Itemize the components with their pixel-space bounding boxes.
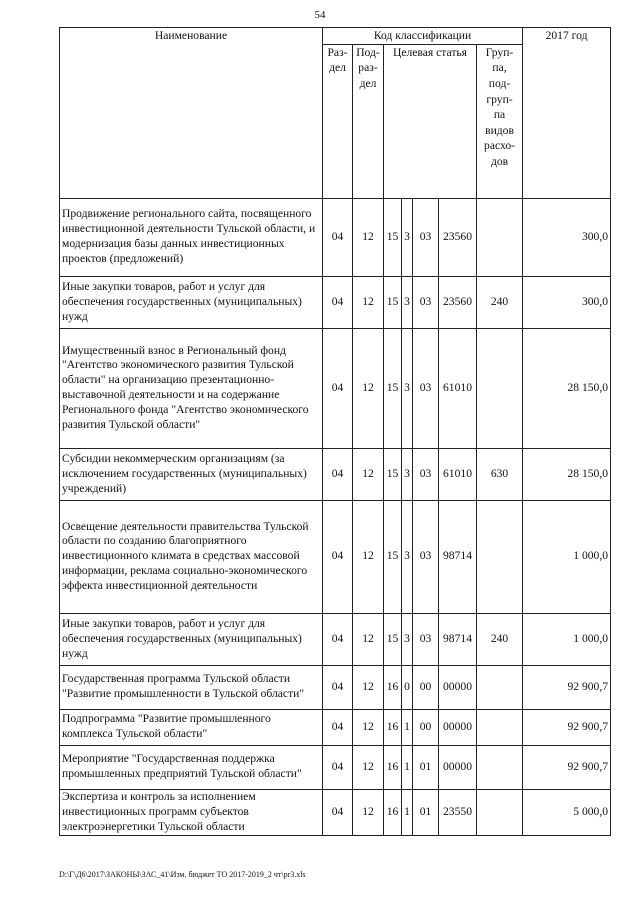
row-target-program: 15 [384,613,402,665]
row-amount-2017: 92 900,7 [523,745,611,789]
header-podrazdel: Под- раз- дел [353,44,384,198]
row-target-program: 15 [384,448,402,500]
row-name: Имущественный взнос в Региональный фонд "Агентство экономического развития Тульской области" на организацию презентационно-выставочной деятельности и на содержание Регионального фонда "Агентство экономического развития Тульской области" [60,328,323,448]
row-amount-2017: 1 000,0 [523,613,611,665]
row-amount-2017: 28 150,0 [523,328,611,448]
table-row [60,745,611,789]
row-expense-group: 240 [477,276,523,328]
row-target-subprogram: 3 [402,328,413,448]
table-body [60,198,611,835]
row-name: Продвижение регионального сайта, посвященного инвестиционной деятельности Тульской области, и модернизация базы данных инвестиционных проектов (предложений) [60,198,323,276]
row-expense-group [477,745,523,789]
row-target-subprogram: 0 [402,665,413,709]
row-target-subprogram: 3 [402,276,413,328]
row-target-subprogram: 1 [402,709,413,745]
table-row [60,789,611,835]
header-year: 2017 год [523,28,611,199]
row-target-program: 15 [384,276,402,328]
row-name: Иные закупки товаров, работ и услуг для обеспечения государственных (муниципальных) нужд [60,276,323,328]
table-row [60,198,611,276]
table-row [60,500,611,613]
table-row [60,328,611,448]
row-target-program: 15 [384,328,402,448]
row-name: Иные закупки товаров, работ и услуг для обеспечения государственных (муниципальных) нужд [60,613,323,665]
row-amount-2017: 1 000,0 [523,500,611,613]
row-expense-group [477,789,523,835]
row-target-direction: 23560 [439,198,477,276]
header-target-article: Целевая статья [384,44,477,198]
row-expense-group: 240 [477,613,523,665]
row-target-program: 15 [384,500,402,613]
row-target-event: 03 [413,328,439,448]
table-row [60,613,611,665]
row-razdel: 04 [323,328,353,448]
row-podrazdel: 12 [353,709,384,745]
row-expense-group: 630 [477,448,523,500]
header-row [60,28,611,45]
row-amount-2017: 28 150,0 [523,448,611,500]
row-podrazdel: 12 [353,448,384,500]
row-target-subprogram: 3 [402,500,413,613]
table-row [60,276,611,328]
row-target-event: 01 [413,745,439,789]
row-razdel: 04 [323,198,353,276]
row-expense-group [477,665,523,709]
row-target-direction: 00000 [439,665,477,709]
row-amount-2017: 300,0 [523,198,611,276]
row-name: Экспертиза и контроль за исполнением инвестиционных программ субъектов электроэнергетики Тульской области [60,789,323,835]
row-name: Освещение деятельности правительства Тульской области по созданию благоприятного инвестиционного климата в средствах массовой информации, реклама социально-экономического эффекта инвестиционной деятельности [60,500,323,613]
row-name: Подпрограмма "Развитие промышленного комплекса Тульской области" [60,709,323,745]
row-target-event: 03 [413,198,439,276]
row-target-subprogram: 3 [402,198,413,276]
row-target-direction: 61010 [439,328,477,448]
row-target-direction: 23560 [439,276,477,328]
row-target-program: 16 [384,709,402,745]
row-target-direction: 98714 [439,500,477,613]
row-name: Субсидии некоммерческим организациям (за исключением государственных (муниципальных) учреждений) [60,448,323,500]
row-amount-2017: 92 900,7 [523,665,611,709]
row-expense-group [477,500,523,613]
row-amount-2017: 300,0 [523,276,611,328]
row-podrazdel: 12 [353,665,384,709]
row-podrazdel: 12 [353,745,384,789]
row-amount-2017: 92 900,7 [523,709,611,745]
table-row [60,665,611,709]
row-razdel: 04 [323,665,353,709]
row-target-event: 03 [413,613,439,665]
row-target-direction: 00000 [439,709,477,745]
table-row [60,448,611,500]
row-target-event: 03 [413,500,439,613]
row-name: Мероприятие "Государственная поддержка промышленных предприятий Тульской области" [60,745,323,789]
row-podrazdel: 12 [353,613,384,665]
footer-file-path: D:\Г\Д6\2017\ЗАКОНЫ\ЗАС_41\Изм. бюджет ТО 2017-2019_2 чт\pr3.xls [59,870,306,879]
row-target-subprogram: 1 [402,745,413,789]
row-target-direction: 61010 [439,448,477,500]
row-target-event: 01 [413,789,439,835]
row-target-event: 00 [413,665,439,709]
header-razdel: Раз- дел [323,44,353,198]
row-target-program: 16 [384,665,402,709]
row-target-program: 16 [384,745,402,789]
page-number: 54 [314,9,326,21]
row-target-subprogram: 3 [402,613,413,665]
row-razdel: 04 [323,789,353,835]
header-group: Груп- па, под- груп- па видов расхо- дов [477,44,523,198]
row-target-direction: 00000 [439,745,477,789]
header-code-classification: Код классификации [323,28,523,45]
row-expense-group [477,328,523,448]
budget-table [59,27,611,836]
row-podrazdel: 12 [353,789,384,835]
table-row [60,709,611,745]
row-razdel: 04 [323,709,353,745]
row-target-subprogram: 1 [402,789,413,835]
row-razdel: 04 [323,448,353,500]
row-podrazdel: 12 [353,198,384,276]
header-name: Наименование [60,28,323,199]
row-razdel: 04 [323,745,353,789]
row-target-program: 15 [384,198,402,276]
row-name: Государственная программа Тульской области "Развитие промышленности в Тульской области" [60,665,323,709]
row-razdel: 04 [323,500,353,613]
row-expense-group [477,198,523,276]
row-razdel: 04 [323,276,353,328]
row-podrazdel: 12 [353,328,384,448]
row-podrazdel: 12 [353,500,384,613]
row-target-subprogram: 3 [402,448,413,500]
row-podrazdel: 12 [353,276,384,328]
row-target-event: 03 [413,276,439,328]
row-target-direction: 23550 [439,789,477,835]
row-amount-2017: 5 000,0 [523,789,611,835]
row-target-event: 00 [413,709,439,745]
row-target-program: 16 [384,789,402,835]
row-target-direction: 98714 [439,613,477,665]
row-razdel: 04 [323,613,353,665]
row-expense-group [477,709,523,745]
row-target-event: 03 [413,448,439,500]
